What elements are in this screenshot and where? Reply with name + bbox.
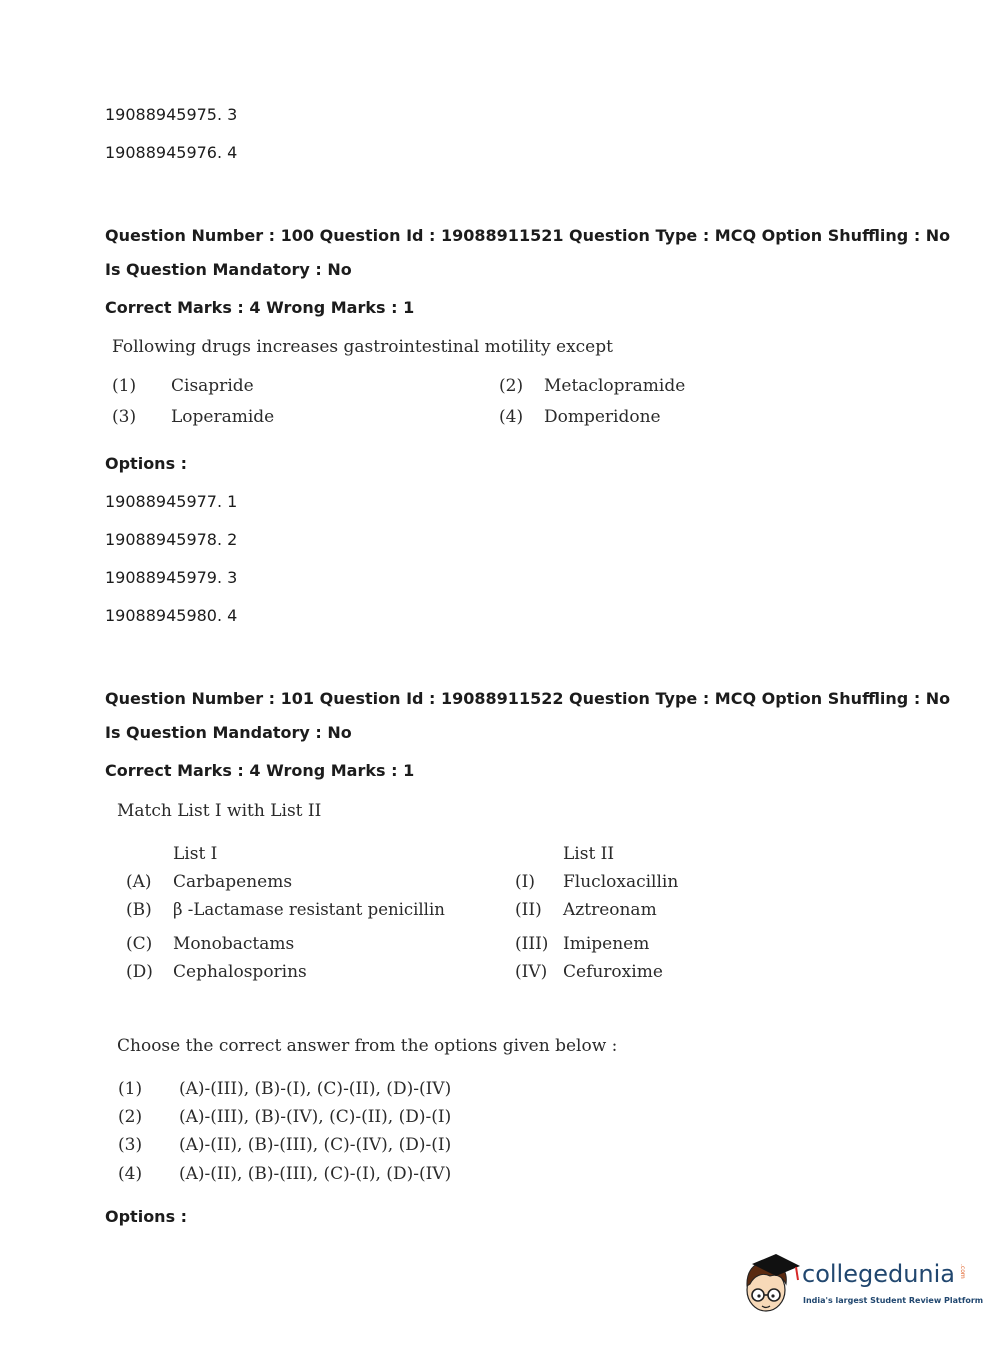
question-101-marks: Correct Marks : 4 Wrong Marks : 1 xyxy=(105,761,415,780)
answer-number: (3) xyxy=(118,1135,143,1155)
choice-number: (3) xyxy=(112,407,137,427)
question-100-header: Question Number : 100 Question Id : 19088911521 Question Type : MCQ Option Shuffling : No xyxy=(105,226,951,245)
choice-text: Loperamide xyxy=(171,407,275,427)
list-1-item: Carbapenems xyxy=(173,872,293,892)
answer-text: (A)-(III), (B)-(I), (C)-(II), (D)-(IV) xyxy=(179,1079,452,1099)
list-1-item: Monobactams xyxy=(173,934,295,954)
choice-text: Domperidone xyxy=(544,407,661,427)
question-101-mandatory: Is Question Mandatory : No xyxy=(105,723,352,742)
logo-tagline: India's largest Student Review Platform xyxy=(803,1296,984,1305)
answer-text: (A)-(II), (B)-(III), (C)-(I), (D)-(IV) xyxy=(179,1164,452,1184)
options-label: Options : xyxy=(105,454,188,473)
list-2-title: List II xyxy=(563,844,615,864)
question-100-mandatory: Is Question Mandatory : No xyxy=(105,260,352,279)
option-id-line: 19088945977. 1 xyxy=(105,492,238,511)
list-1-key: (A) xyxy=(126,872,152,892)
list-2-key: (IV) xyxy=(515,962,548,982)
choice-number: (1) xyxy=(112,376,137,396)
choose-instruction: Choose the correct answer from the options given below : xyxy=(117,1036,618,1056)
question-101-text: Match List I with List II xyxy=(117,801,322,821)
mascot-icon xyxy=(742,1250,804,1320)
option-id-line: 19088945979. 3 xyxy=(105,568,238,587)
list-2-key: (I) xyxy=(515,872,535,892)
list-2-item: Cefuroxime xyxy=(563,962,663,982)
options-label: Options : xyxy=(105,1207,188,1226)
choice-number: (4) xyxy=(499,407,524,427)
question-101-header: Question Number : 101 Question Id : 19088911522 Question Type : MCQ Option Shuffling : No xyxy=(105,689,951,708)
list-2-item: Aztreonam xyxy=(563,900,657,920)
choice-text: Metaclopramide xyxy=(544,376,686,396)
option-id-line: 19088945975. 3 xyxy=(105,105,238,124)
list-2-key: (III) xyxy=(515,934,549,954)
answer-number: (4) xyxy=(118,1164,143,1184)
list-1-title: List I xyxy=(173,844,218,864)
answer-number: (2) xyxy=(118,1107,143,1127)
choice-text: Cisapride xyxy=(171,376,254,396)
option-id-line: 19088945978. 2 xyxy=(105,530,238,549)
list-1-key: (D) xyxy=(126,962,153,982)
answer-number: (1) xyxy=(118,1079,143,1099)
collegedunia-logo xyxy=(742,1250,984,1320)
answer-text: (A)-(II), (B)-(III), (C)-(IV), (D)-(I) xyxy=(179,1135,452,1155)
choice-number: (2) xyxy=(499,376,524,396)
logo-wordmark: collegedunia xyxy=(802,1260,956,1288)
option-id-line: 19088945976. 4 xyxy=(105,143,238,162)
list-2-item: Flucloxacillin xyxy=(563,872,679,892)
list-1-key: (B) xyxy=(126,900,152,920)
list-1-item: β -Lactamase resistant penicillin xyxy=(173,900,445,919)
list-1-key: (C) xyxy=(126,934,153,954)
question-100-marks: Correct Marks : 4 Wrong Marks : 1 xyxy=(105,298,415,317)
answer-text: (A)-(III), (B)-(IV), (C)-(II), (D)-(I) xyxy=(179,1107,452,1127)
logo-domain: .com xyxy=(959,1264,966,1279)
option-id-line: 19088945980. 4 xyxy=(105,606,238,625)
question-100-text: Following drugs increases gastrointestinal motility except xyxy=(112,337,613,357)
list-1-item: Cephalosporins xyxy=(173,962,307,982)
list-2-key: (II) xyxy=(515,900,542,920)
list-2-item: Imipenem xyxy=(563,934,650,954)
